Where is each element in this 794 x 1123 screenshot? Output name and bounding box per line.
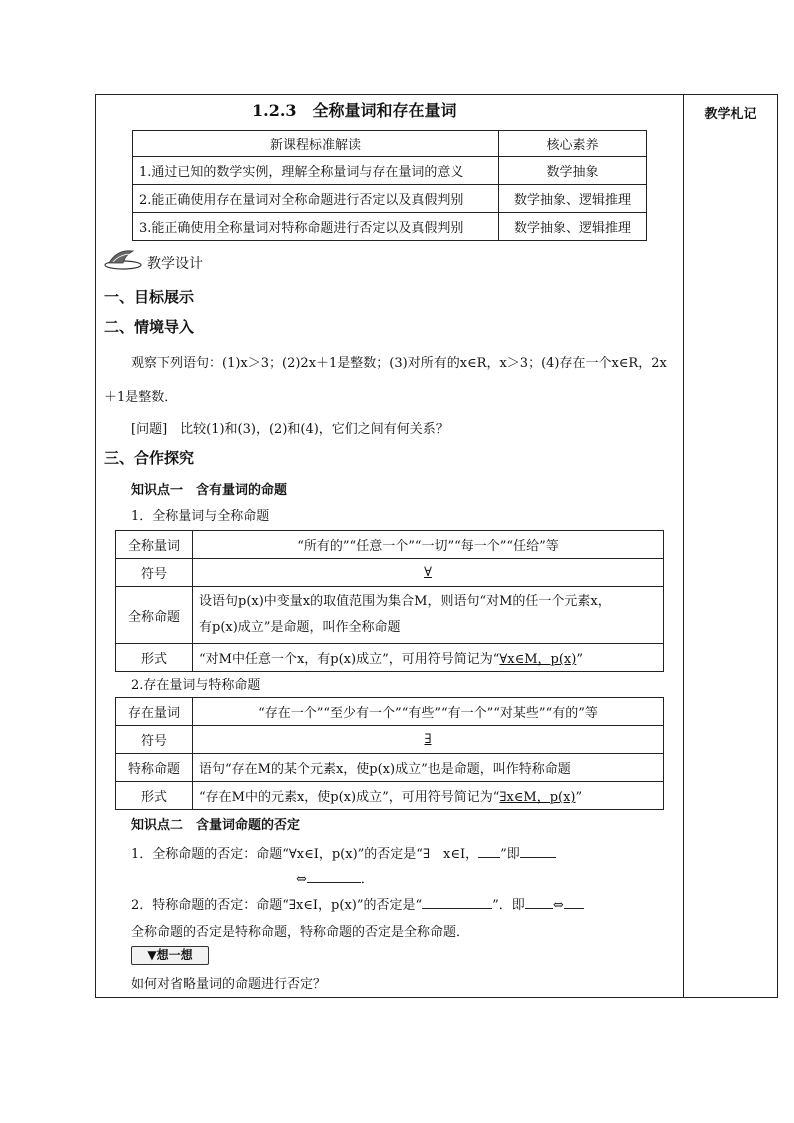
- knowledge-point-heading: 知识点一 含有量词的命题: [131, 483, 288, 498]
- table-row: [116, 782, 664, 810]
- table-cell: 2.能正确使用存在量词对全称命题进行否定以及真假判别: [133, 185, 499, 213]
- table-cell: 数学抽象: [499, 157, 647, 185]
- negation-text: ”．即: [492, 898, 525, 913]
- table-row: [116, 531, 664, 559]
- knowledge-point-heading: 知识点二 含量词命题的否定: [131, 818, 301, 833]
- equivalence-symbol: ⇔: [296, 872, 307, 887]
- table-cell: 数学抽象、逻辑推理: [499, 213, 647, 241]
- universal-symbol: ∀: [424, 565, 432, 580]
- universal-form: ∀x∈M，p(x): [499, 652, 577, 667]
- negation-text: 1．全称命题的否定：命题“∀x∈I，p(x)”的否定是“∃ x∈I，: [131, 847, 479, 862]
- table-cell: 符号: [116, 726, 193, 754]
- observe-text: 观察下列语句：(1)x＞3；(2)2x＋1是整数；(3)对所有的x∈R，x＞3；(4)存在一个x∈R，2x: [131, 356, 667, 371]
- table-row: [116, 587, 664, 644]
- answer-blank[interactable]: [478, 845, 500, 858]
- table-cell: 形式: [116, 644, 193, 672]
- table-cell: “存在一个”“至少有一个”“有些”“有一个”“对某些”“有的”等: [193, 698, 664, 726]
- cell-text: ”: [576, 652, 583, 667]
- table-row: [116, 726, 664, 754]
- subsection-heading: 1．全称量词与全称命题: [131, 509, 270, 524]
- table-cell: [193, 559, 664, 587]
- table-cell: [193, 644, 664, 672]
- section-heading: 三、合作探究: [104, 449, 195, 467]
- think-badge: [131, 946, 209, 965]
- table-cell: 存在量词: [116, 698, 193, 726]
- table-row: [116, 698, 664, 726]
- table-cell: [193, 726, 664, 754]
- table-header: 新课程标准解读: [133, 131, 499, 157]
- table-cell: “所有的”“任意一个”“一切”“每一个”“任给”等: [193, 531, 664, 559]
- negation-line-1: [131, 843, 556, 862]
- existential-form: ∃x∈M，p(x): [499, 790, 576, 805]
- table-cell: 全称量词: [116, 531, 193, 559]
- cell-line: 有p(x)成立”是命题，叫作全称命题: [199, 620, 401, 635]
- existential-quantifier-table: [115, 697, 664, 810]
- table-cell: 特称命题: [116, 754, 193, 782]
- negation-text: ．: [360, 872, 374, 887]
- table-cell: 符号: [116, 559, 193, 587]
- think-question: 如何对省略量词的命题进行否定？: [131, 977, 327, 992]
- column-divider: [683, 95, 684, 997]
- table-row: [133, 213, 647, 241]
- table-row: [133, 131, 647, 157]
- think-icon: ▼: [147, 948, 157, 962]
- table-row: [133, 157, 647, 185]
- existential-symbol: ∃: [424, 732, 432, 747]
- answer-blank[interactable]: [525, 896, 553, 909]
- table-row: [133, 185, 647, 213]
- observe-text-cont: ＋1是整数．: [104, 390, 178, 405]
- negation-text: ”即: [500, 847, 520, 862]
- side-notes-header: 教学札记: [704, 107, 757, 122]
- negation-line-1b: [296, 868, 374, 887]
- lesson-title: 1.2.3 全称量词和存在量词: [252, 101, 457, 120]
- table-row: [116, 559, 664, 587]
- table-cell: 数学抽象、逻辑推理: [499, 185, 647, 213]
- cell-text: ”: [575, 790, 583, 805]
- cell-text: “存在M中的元素x，使p(x)成立”，可用符号简记为“: [199, 790, 500, 805]
- table-cell: 3.能正确使用全称量词对特称命题进行否定以及真假判别: [133, 213, 499, 241]
- cell-text: “对M中任意一个x，有p(x)成立”，可用符号简记为“: [199, 652, 500, 667]
- table-cell: 全称命题: [116, 587, 193, 644]
- table-row: [116, 754, 664, 782]
- think-label: 想一想: [156, 948, 193, 962]
- answer-blank[interactable]: [520, 845, 556, 858]
- teaching-design-icon: [103, 245, 143, 271]
- table-cell: 1.通过已知的数学实例，理解全称量词与存在量词的意义: [133, 157, 499, 185]
- table-cell: [193, 782, 664, 810]
- answer-blank[interactable]: [307, 870, 361, 883]
- table-cell: 语句“存在M的某个元素x，使p(x)成立”也是命题，叫作特称命题: [193, 754, 664, 782]
- section-heading: 一、目标展示: [104, 288, 195, 306]
- table-cell: [193, 587, 664, 644]
- answer-blank[interactable]: [564, 896, 584, 909]
- table-header: 核心素养: [499, 131, 647, 157]
- question-text: [问题] 比较(1)和(3)，(2)和(4)，它们之间有何关系？: [131, 422, 449, 437]
- table-cell: 形式: [116, 782, 193, 810]
- conclusion-text: 全称命题的否定是特称命题，特称命题的否定是全称命题．: [131, 925, 470, 940]
- standards-table: [132, 130, 647, 241]
- section-heading: 二、情境导入: [104, 318, 195, 336]
- negation-text: 2．特称命题的否定：命题“∃x∈I，p(x)”的否定是“: [131, 898, 423, 913]
- equivalence-symbol: ⇔: [552, 898, 564, 913]
- subsection-heading: 2.存在量词与特称命题: [131, 678, 261, 693]
- negation-line-2: [131, 894, 584, 913]
- table-row: [116, 644, 664, 672]
- universal-quantifier-table: [115, 530, 664, 672]
- answer-blank[interactable]: [422, 896, 492, 909]
- cell-line: 设语句p(x)中变量x的取值范围为集合M，则语句“对M的任一个元素x，: [199, 594, 611, 609]
- teaching-design-label: 教学设计: [147, 256, 203, 272]
